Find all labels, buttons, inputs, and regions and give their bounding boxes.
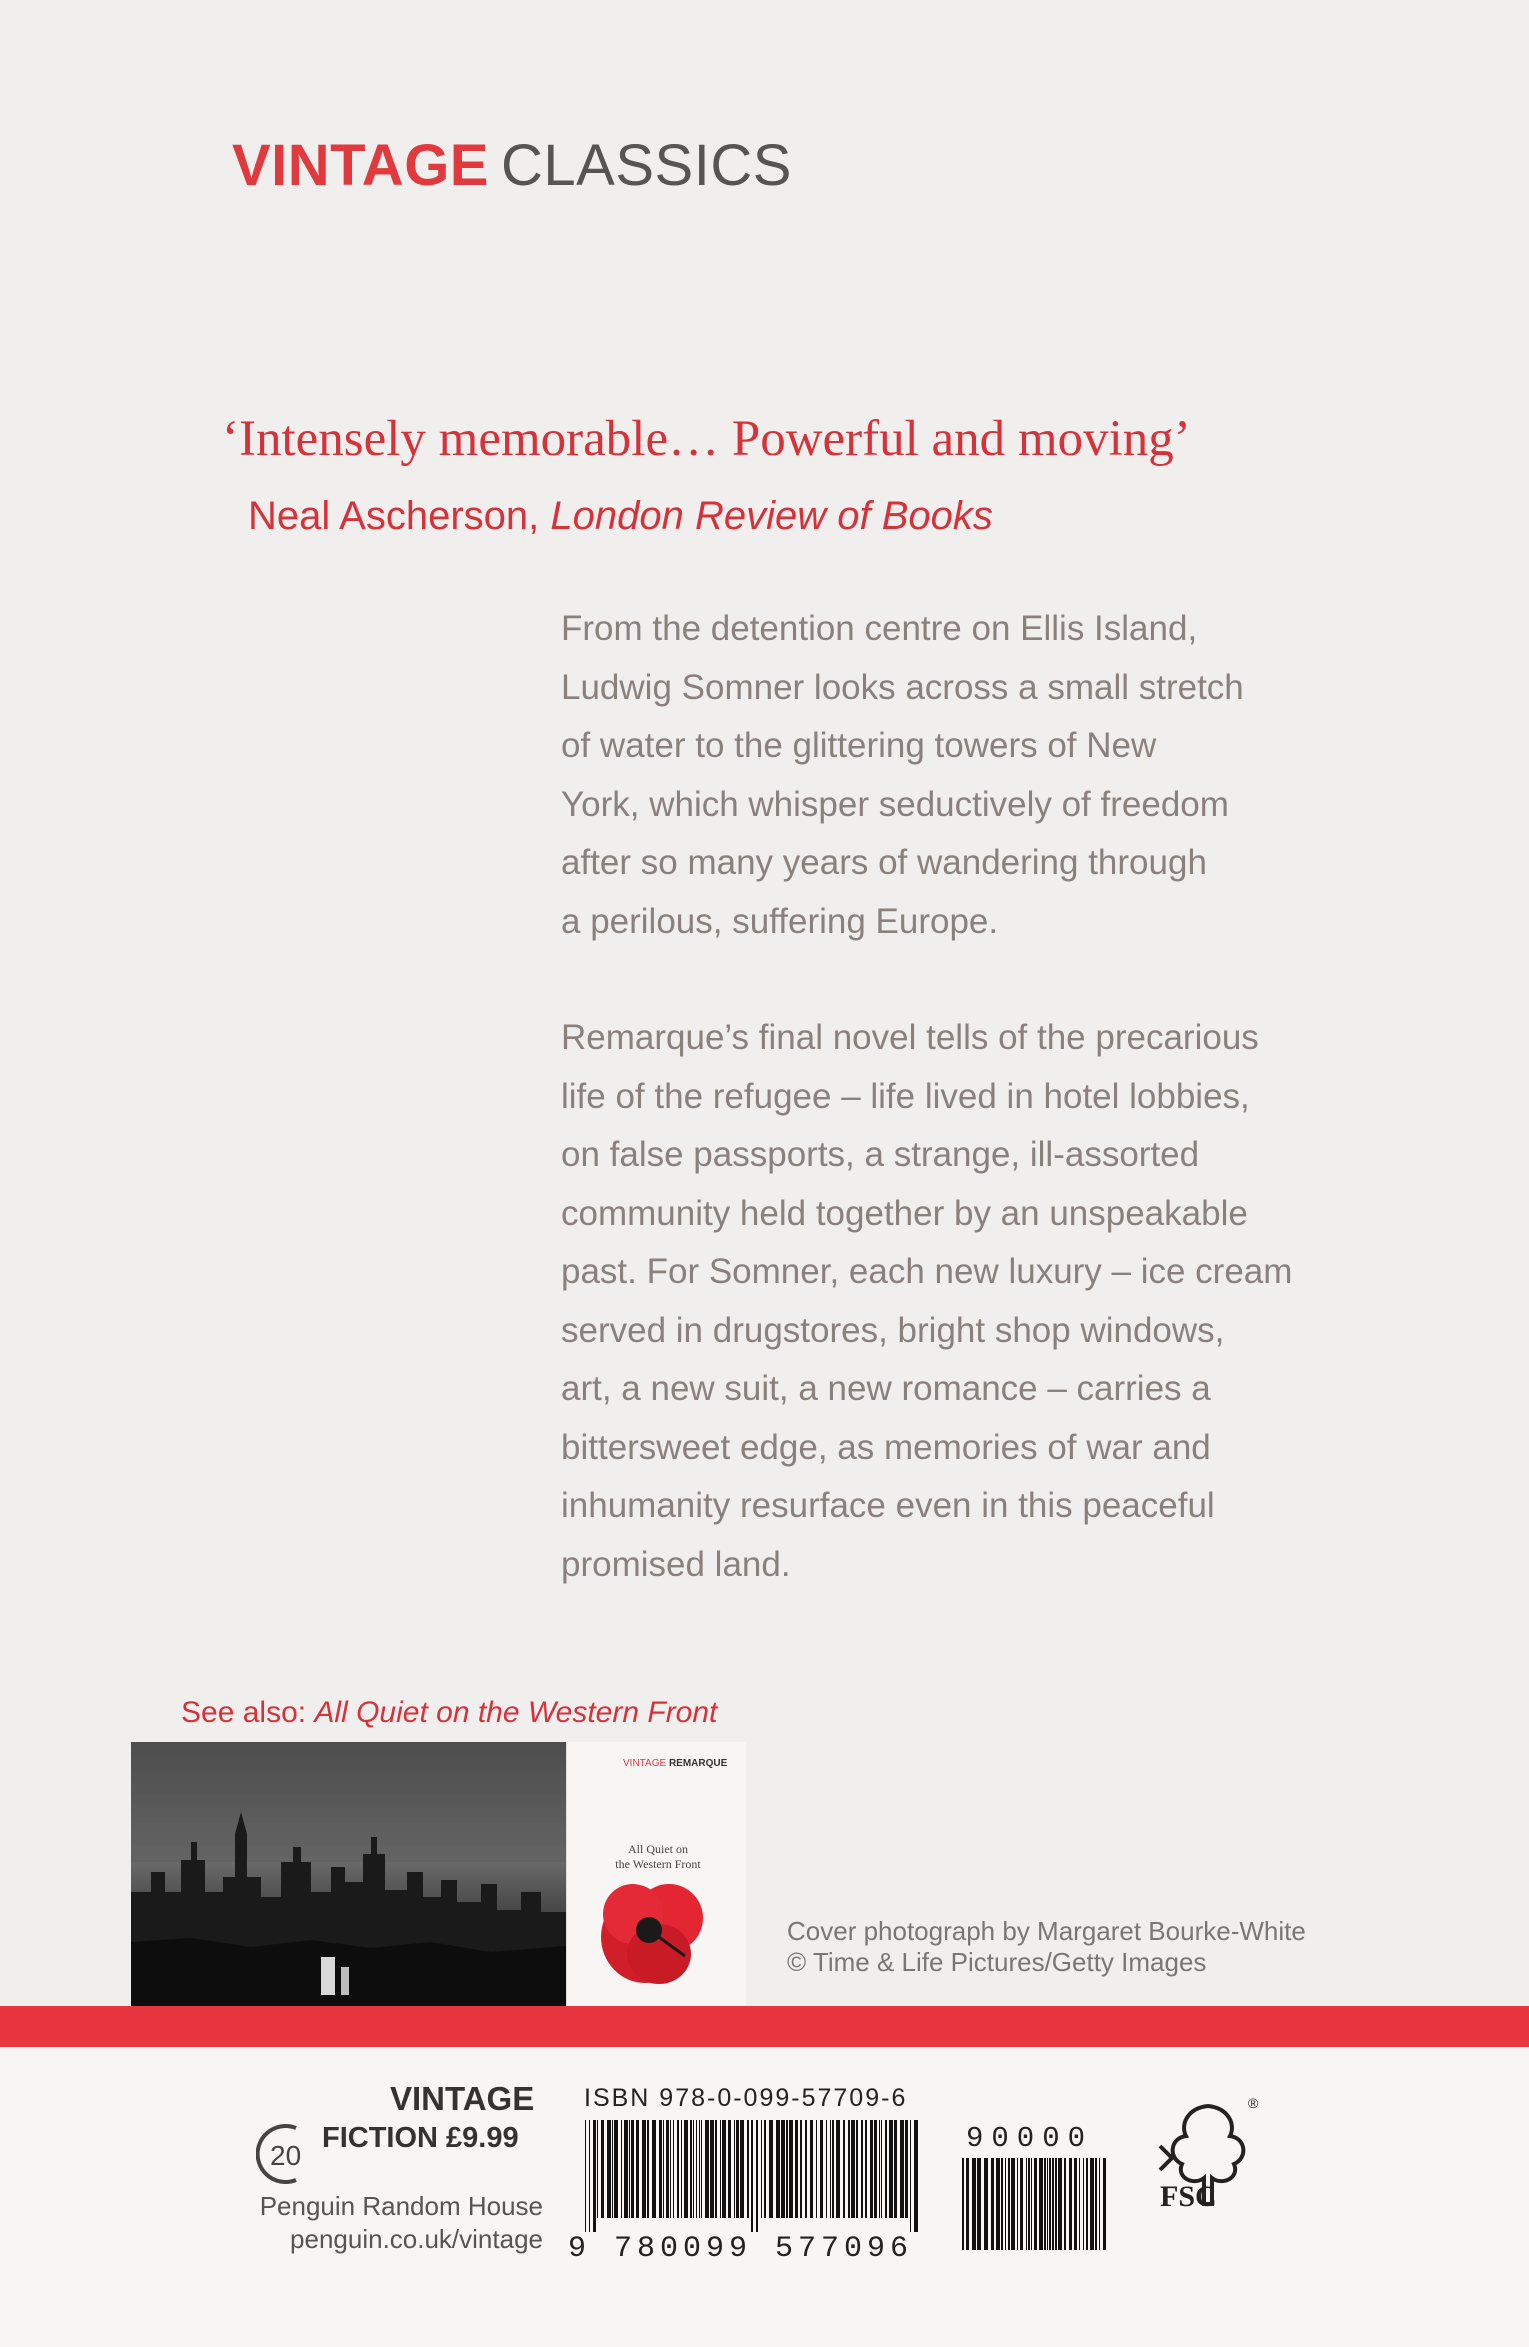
barcode-bar <box>1083 2158 1084 2250</box>
barcode-bar <box>624 2120 628 2218</box>
book-blurb <box>561 600 1361 1594</box>
barcode-bar <box>701 2120 702 2218</box>
barcode-bar <box>786 2120 788 2218</box>
red-divider-band <box>0 2006 1529 2047</box>
blurb-line: Remarque’s final novel tells of the precarious <box>561 1018 1259 1057</box>
imprint-name: VINTAGE <box>390 2080 535 2117</box>
barcode-bar <box>652 2120 656 2218</box>
barcode-bar <box>1017 2158 1018 2250</box>
barcode-bar <box>1095 2158 1097 2250</box>
credit-line-2: © Time & Life Pictures/Getty Images <box>787 1947 1207 1977</box>
barcode-bar <box>1011 2158 1015 2250</box>
barcode-bar <box>722 2120 726 2218</box>
barcode-bar <box>874 2120 877 2218</box>
barcode-bar <box>962 2158 964 2250</box>
barcode-bar <box>607 2120 611 2218</box>
barcode-bar <box>670 2120 671 2218</box>
blurb-line: past. For Somner, each new luxury – ice cream <box>561 1252 1293 1291</box>
barcode-bar <box>1028 2158 1030 2250</box>
blurb-line: on false passports, a strange, ill-assorted <box>561 1135 1200 1174</box>
blurb-paragraph-2 <box>561 1009 1361 1594</box>
barcode-bar <box>1005 2158 1006 2250</box>
fsc-registered-mark: ® <box>1248 2095 1259 2111</box>
barcode-bar <box>747 2120 749 2218</box>
barcode-bar <box>1099 2158 1100 2250</box>
mini-brand-vintage: VINTAGE <box>623 1758 667 1769</box>
fsc-label: FSC <box>1160 2180 1217 2213</box>
barcode-bar <box>894 2120 897 2218</box>
anniversary-20-icon <box>256 2122 320 2186</box>
barcode-digits: 9 780099 577096 <box>568 2232 914 2266</box>
barcode-bar <box>1052 2158 1054 2250</box>
barcode-bar <box>843 2120 845 2218</box>
barcode-bar <box>1047 2158 1048 2250</box>
review-quote: ‘Intensely memorable… Powerful and moving’ <box>222 411 1191 467</box>
barcode-bar <box>1031 2158 1032 2250</box>
barcode-bar <box>734 2120 735 2218</box>
barcode-bar <box>1086 2158 1088 2250</box>
barcode-bar <box>1039 2158 1043 2250</box>
barcode-bar <box>1079 2158 1080 2250</box>
blurb-line: served in drugstores, bright shop windows, <box>561 1310 1225 1350</box>
barcode-bar <box>832 2120 834 2218</box>
barcode-bar <box>621 2120 622 2218</box>
barcode-bar <box>1001 2158 1003 2250</box>
barcode-bar <box>684 2120 688 2218</box>
quote-source: London Review of Books <box>550 494 993 538</box>
barcode-bar <box>666 2120 669 2218</box>
barcode-bar <box>601 2120 604 2218</box>
barcode-bar <box>740 2120 744 2218</box>
barcode-bar <box>900 2120 904 2218</box>
barcode-bar <box>977 2158 981 2250</box>
barcode-bar <box>966 2158 969 2250</box>
barcode-bar <box>905 2120 908 2218</box>
barcode-bar <box>710 2120 714 2218</box>
blurb-line: a perilous, suffering Europe. <box>561 901 999 941</box>
poppy-icon <box>567 1742 747 2006</box>
barcode-bar <box>816 2120 817 2218</box>
see-also-prefix: See also: <box>181 1696 315 1729</box>
barcode-bar <box>693 2120 694 2218</box>
blurb-line: community held together by an unspeakable <box>561 1193 1248 1233</box>
barcode-bar <box>856 2120 858 2218</box>
barcode-bar <box>751 2120 753 2232</box>
publisher-name: Penguin Random House <box>259 2191 543 2221</box>
fiction-price: FICTION £9.99 <box>322 2122 519 2154</box>
barcode-bar <box>996 2158 1000 2250</box>
quote-attribution <box>248 494 993 539</box>
see-also-title: All Quiet on the Western Front <box>314 1696 718 1729</box>
series-logo <box>232 132 792 199</box>
barcode-bar <box>881 2120 882 2218</box>
barcode-bar <box>659 2120 662 2218</box>
brand-classics: CLASSICS <box>501 133 792 198</box>
barcode-bar <box>642 2120 646 2218</box>
related-book-cover <box>566 1742 746 2006</box>
barcode-bar <box>769 2120 773 2218</box>
barcode-bar <box>776 2120 780 2218</box>
mini-brand-remarque: REMARQUE <box>668 1758 728 1769</box>
addon-digits: 90000 <box>966 2122 1094 2155</box>
barcode-bar <box>820 2120 823 2218</box>
skyline-photograph <box>131 1742 566 2006</box>
barcode-bar <box>972 2158 976 2250</box>
blurb-line: From the detention centre on Ellis Island, <box>561 609 1198 648</box>
barcode-bar <box>1103 2158 1106 2250</box>
barcode-bar <box>1058 2158 1062 2250</box>
barcode-bar <box>889 2120 893 2218</box>
barcode-bar <box>585 2120 586 2232</box>
barcode-bar <box>830 2120 831 2218</box>
price-addon-barcode <box>960 2158 1110 2264</box>
blurb-line: Ludwig Somner looks across a small stretch <box>561 667 1244 707</box>
blurb-line: York, which whisper seductively of freedom <box>561 784 1229 824</box>
blurb-line: bittersweet edge, as memories of war and <box>561 1427 1211 1467</box>
barcode-bar <box>851 2120 855 2218</box>
barcode-bar <box>865 2120 867 2218</box>
anniversary-number: 20 <box>270 2140 302 2171</box>
blurb-line: promised land. <box>561 1544 791 1584</box>
barcode-bar <box>681 2120 682 2218</box>
barcode-bar <box>826 2120 827 2218</box>
barcode-bar <box>810 2120 813 2218</box>
barcode-bar <box>914 2120 918 2232</box>
barcode-bar <box>699 2120 700 2218</box>
mini-title-line-2: the Western Front <box>615 1857 701 1871</box>
blurb-line: of water to the glittering towers of New <box>561 726 1157 765</box>
blurb-line: art, a new suit, a new romance – carries a <box>561 1369 1211 1408</box>
barcode-bar <box>879 2120 880 2218</box>
see-also-label <box>181 1696 717 1730</box>
isbn-text: ISBN 978-0-099-57709-6 <box>584 2084 908 2112</box>
barcode-bar <box>1034 2158 1037 2250</box>
barcode-bar <box>781 2120 785 2218</box>
skyline-silhouette <box>131 1742 566 2006</box>
barcode-bar <box>984 2158 988 2250</box>
brand-vintage: VINTAGE <box>232 133 489 198</box>
barcode-bar <box>677 2120 679 2218</box>
credit-line-1: Cover photograph by Margaret Bourke-White <box>787 1916 1306 1946</box>
blurb-line: inhumanity resurface even in this peaceful <box>561 1486 1215 1525</box>
barcode-bar <box>870 2120 873 2218</box>
mini-title-line-1: All Quiet on <box>628 1842 688 1856</box>
barcode-bar <box>593 2120 596 2232</box>
barcode-bar <box>1049 2158 1051 2250</box>
barcode-bar <box>1074 2158 1077 2250</box>
barcode-bar <box>736 2120 739 2218</box>
barcode-bar <box>1090 2158 1094 2250</box>
barcode-bar <box>629 2120 630 2218</box>
barcode-bar <box>690 2120 692 2218</box>
barcode-bar <box>761 2120 762 2218</box>
barcode-bar <box>647 2120 649 2218</box>
blurb-paragraph-1 <box>561 600 1361 951</box>
publisher-website: penguin.co.uk/vintage <box>290 2224 543 2254</box>
barcode-bar <box>1026 2158 1027 2250</box>
barcode-bar <box>764 2120 766 2218</box>
barcode-bar <box>715 2120 717 2218</box>
photo-credit <box>787 1916 1306 1978</box>
blurb-line: after so many years of wandering through <box>561 843 1207 882</box>
barcode-bar <box>663 2120 664 2218</box>
barcode-bar <box>910 2120 911 2232</box>
barcode-bar <box>1055 2158 1057 2250</box>
barcode-bar <box>597 2120 598 2218</box>
barcode-bar <box>614 2120 618 2218</box>
barcode-bar <box>612 2120 613 2218</box>
barcode-bar <box>805 2120 807 2218</box>
barcode-bar <box>789 2120 793 2218</box>
blurb-line: life of the refugee – life lived in hotel lobbies, <box>561 1076 1250 1116</box>
barcode-bar <box>756 2120 758 2232</box>
barcode-bar <box>836 2120 840 2218</box>
barcode-bar <box>1008 2158 1010 2250</box>
barcode-bar <box>800 2120 802 2218</box>
barcode-bar <box>861 2120 863 2218</box>
barcode-bar <box>848 2120 850 2218</box>
barcode-bar <box>589 2120 590 2232</box>
quote-author: Neal Ascherson, <box>248 494 551 538</box>
barcode-bar <box>1064 2158 1066 2250</box>
barcode-bar <box>631 2120 634 2218</box>
barcode-bar <box>1020 2158 1023 2250</box>
barcode-bar <box>991 2158 994 2250</box>
isbn-barcode <box>583 2120 923 2232</box>
publisher-info <box>240 2190 543 2256</box>
barcode-bar <box>728 2120 731 2218</box>
barcode-bar <box>705 2120 709 2218</box>
barcode-bar <box>795 2120 798 2218</box>
barcode-bar <box>636 2120 639 2218</box>
barcode-bar <box>696 2120 697 2218</box>
barcode-bar <box>720 2120 721 2218</box>
barcode-bar <box>1069 2158 1072 2250</box>
barcode-bar <box>673 2120 674 2218</box>
barcode-bar <box>885 2120 887 2218</box>
barcode-bar <box>1044 2158 1046 2250</box>
